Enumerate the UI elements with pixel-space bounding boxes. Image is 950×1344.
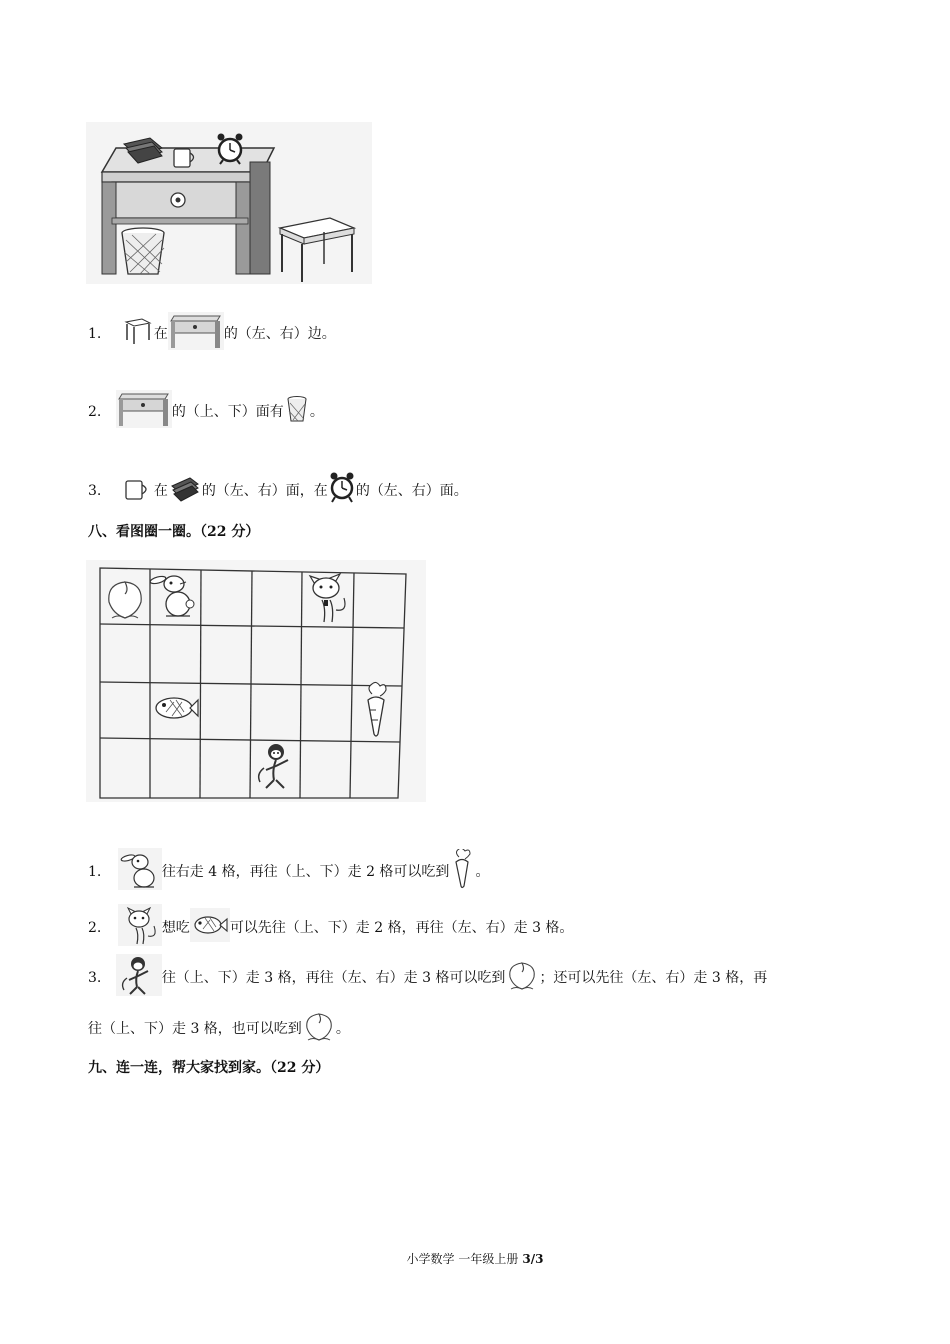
monkey-icon — [116, 954, 162, 1002]
fish-icon — [156, 698, 198, 718]
section-9-title: 九、连一连，帮大家找到家。（22 分） — [88, 1060, 330, 1076]
question-8-2: 2. 想吃 可以先往（上、下）走 2 格，再往（左、右）走 3 格。 — [88, 904, 573, 952]
desk-icon — [168, 312, 224, 356]
cup-icon — [120, 473, 154, 509]
alarm-clock-icon — [328, 470, 356, 512]
section-8-title: 八、看图圈一圈。（22 分） — [88, 524, 260, 540]
fish-icon — [190, 908, 230, 948]
cup-icon — [174, 149, 194, 167]
carrot-icon — [368, 682, 386, 736]
question-8-3-continued: 往（上、下）走 3 格，也可以吃到 。 — [88, 1010, 350, 1048]
desk-scene-picture — [86, 122, 372, 284]
peach-icon — [302, 1010, 336, 1048]
question-7-3: 3. 在 的（左、右）面，在 的（左、右）面。 — [88, 470, 468, 512]
rabbit-icon — [149, 575, 194, 616]
question-number: 2. — [88, 404, 102, 420]
question-number: 1. — [88, 864, 102, 880]
peach-icon — [109, 582, 141, 618]
stool-icon — [122, 316, 154, 352]
question-number: 1. — [88, 326, 102, 342]
question-number: 2. — [88, 920, 102, 936]
desk-icon — [116, 390, 172, 434]
peach-icon — [505, 959, 539, 997]
wastebasket-icon — [284, 395, 310, 429]
question-8-1: 1. 往右走 4 格，再往（上、下）走 2 格可以吃到 。 — [88, 848, 489, 896]
footer-text: 小学数学 一年级上册 — [406, 1252, 519, 1266]
grid-picture — [86, 560, 426, 802]
monkey-icon — [259, 744, 288, 788]
page-footer — [0, 1250, 950, 1267]
question-number: 3. — [88, 970, 102, 986]
books-icon — [168, 472, 202, 510]
question-7-1: 1. 在 的（左、右）边。 — [88, 312, 336, 356]
page-number: 3/3 — [522, 1252, 544, 1266]
rabbit-icon — [118, 848, 162, 896]
question-number: 3. — [88, 483, 102, 499]
cat-icon — [118, 904, 162, 952]
cat-icon — [310, 574, 345, 622]
wastebasket-icon — [122, 228, 164, 274]
question-7-2: 2. 的（上、下）面有 。 — [88, 390, 324, 434]
carrot-icon — [449, 849, 475, 895]
question-8-3: 3. 往（上、下）走 3 格，再往（左、右）走 3 格可以吃到 ；还可以先往（左、右）走 3 格，再 — [88, 954, 767, 1002]
